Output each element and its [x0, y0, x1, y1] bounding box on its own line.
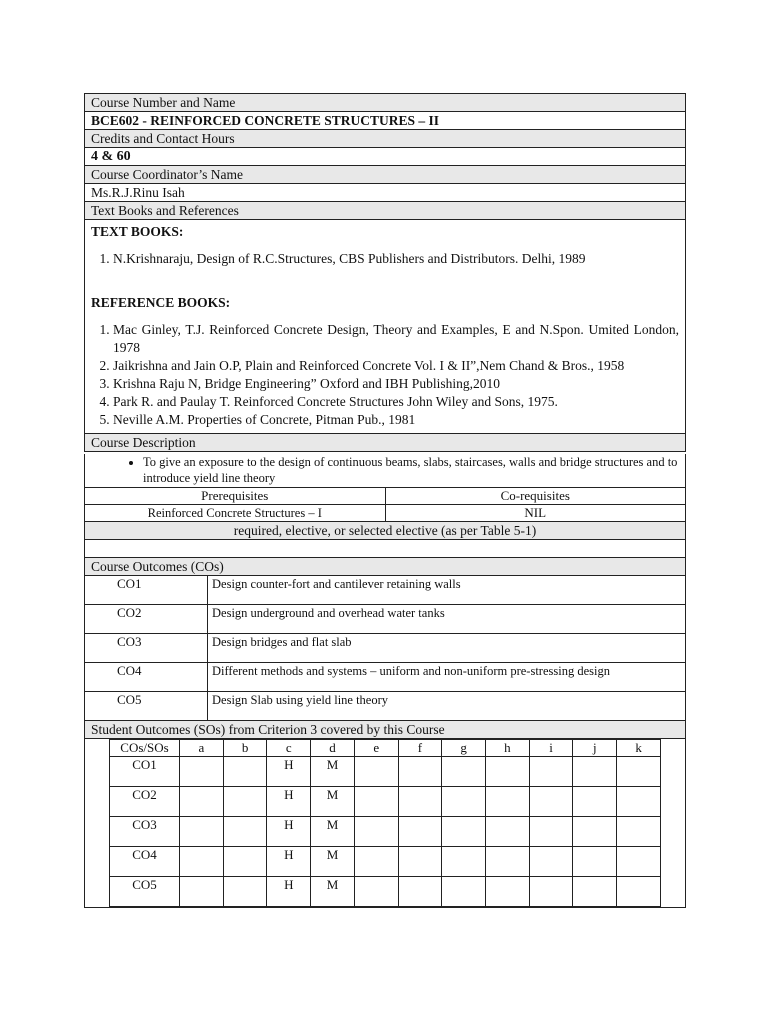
so-cell — [486, 877, 530, 907]
so-cell — [529, 847, 573, 877]
course-number-label: Course Number and Name — [84, 93, 686, 112]
so-cell — [573, 877, 617, 907]
text-books-list — [91, 250, 679, 268]
corequisites-value: NIL — [385, 505, 686, 522]
table-row — [110, 847, 661, 877]
so-cell: M — [311, 817, 355, 847]
corequisites-header: Co-requisites — [385, 488, 686, 505]
so-header-cell: i — [529, 740, 573, 757]
so-header-cell: k — [617, 740, 661, 757]
so-cell — [223, 787, 267, 817]
co-id: CO2 — [85, 605, 208, 634]
so-cell — [398, 877, 442, 907]
credits-value: 4 & 60 — [84, 148, 686, 166]
table-row — [110, 787, 661, 817]
so-header-cell: a — [180, 740, 224, 757]
so-cell — [180, 787, 224, 817]
so-cell — [617, 817, 661, 847]
so-cell — [617, 787, 661, 817]
so-cell — [617, 877, 661, 907]
so-cell — [354, 817, 398, 847]
so-header-cell: COs/SOs — [110, 740, 180, 757]
so-header-cell: f — [398, 740, 442, 757]
so-header-cell: d — [311, 740, 355, 757]
so-cell — [398, 757, 442, 787]
course-description-bullet: • To give an exposure to the design of continuous beams, slabs, staircases, walls and bridge structures and to introduce yield line theory — [143, 454, 679, 486]
so-cell — [529, 757, 573, 787]
so-cell: CO5 — [110, 877, 180, 907]
reference-book-item: 3. Krishna Raju N, Bridge Engineering” Oxford and IBH Publishing,2010 — [113, 375, 679, 393]
table-row — [110, 757, 661, 787]
table-row — [85, 576, 686, 605]
reference-book-item: 1. Mac Ginley, T.J. Reinforced Concrete Design, Theory and Examples, E and N.Spon. Umited London, 1978 — [113, 321, 679, 357]
co-id: CO4 — [85, 663, 208, 692]
so-header-cell: e — [354, 740, 398, 757]
so-cell — [180, 757, 224, 787]
so-cell — [398, 817, 442, 847]
so-cell: M — [311, 877, 355, 907]
so-cell — [354, 877, 398, 907]
so-cell — [529, 817, 573, 847]
so-cell — [617, 757, 661, 787]
so-header-cell: c — [267, 740, 311, 757]
so-cell — [529, 787, 573, 817]
so-header-cell: b — [223, 740, 267, 757]
so-cell: CO1 — [110, 757, 180, 787]
so-cell — [180, 817, 224, 847]
table-row — [85, 692, 686, 721]
course-number-value: BCE602 - REINFORCED CONCRETE STRUCTURES – II — [84, 112, 686, 130]
books-label: Text Books and References — [84, 202, 686, 220]
course-description-label: Course Description — [84, 434, 686, 452]
so-cell — [223, 817, 267, 847]
so-cell — [354, 757, 398, 787]
co-description: Design bridges and flat slab — [208, 634, 686, 663]
so-cell: H — [267, 757, 311, 787]
so-cell — [486, 847, 530, 877]
co-id: CO1 — [85, 576, 208, 605]
so-cell: H — [267, 847, 311, 877]
so-header-cell: g — [442, 740, 486, 757]
course-outcomes-table — [84, 576, 686, 721]
co-description: Different methods and systems – uniform and non-uniform pre-stressing design — [208, 663, 686, 692]
so-cell — [442, 787, 486, 817]
so-cell — [354, 787, 398, 817]
so-cell — [442, 817, 486, 847]
co-id: CO5 — [85, 692, 208, 721]
course-syllabus-sheet — [84, 93, 686, 908]
text-books-heading: TEXT BOOKS: — [91, 224, 184, 239]
so-cell: CO4 — [110, 847, 180, 877]
so-cell — [573, 787, 617, 817]
student-outcomes-wrapper — [84, 739, 686, 908]
so-cell — [442, 757, 486, 787]
credits-label: Credits and Contact Hours — [84, 130, 686, 148]
reference-book-item: 5. Neville A.M. Properties of Concrete, Pitman Pub., 1981 — [113, 411, 679, 429]
so-cell: H — [267, 787, 311, 817]
so-cell — [180, 877, 224, 907]
reference-book-item: 4. Park R. and Paulay T. Reinforced Concrete Structures John Wiley and Sons, 1975. — [113, 393, 679, 411]
co-id: CO3 — [85, 634, 208, 663]
table-row — [110, 817, 661, 847]
student-outcomes-table — [109, 739, 661, 907]
co-description: Design underground and overhead water tanks — [208, 605, 686, 634]
so-cell — [442, 847, 486, 877]
so-cell — [223, 757, 267, 787]
spacer-row — [84, 540, 686, 558]
table-row — [85, 605, 686, 634]
table-header-row — [110, 740, 661, 757]
so-cell — [617, 847, 661, 877]
so-header-cell: h — [486, 740, 530, 757]
so-cell: M — [311, 847, 355, 877]
so-cell — [180, 847, 224, 877]
coordinator-value: Ms.R.J.Rinu Isah — [84, 184, 686, 202]
so-cell — [486, 787, 530, 817]
so-cell — [223, 877, 267, 907]
co-description: Design Slab using yield line theory — [208, 692, 686, 721]
so-cell — [573, 757, 617, 787]
table-row — [110, 877, 661, 907]
so-cell — [398, 787, 442, 817]
student-outcomes-label: Student Outcomes (SOs) from Criterion 3 covered by this Course — [84, 721, 686, 739]
so-cell — [442, 877, 486, 907]
coordinator-label: Course Coordinator’s Name — [84, 166, 686, 184]
so-cell — [573, 817, 617, 847]
so-cell — [486, 757, 530, 787]
prerequisites-value: Reinforced Concrete Structures – I — [85, 505, 386, 522]
text-book-item: 1. N.Krishnaraju, Design of R.C.Structures, CBS Publishers and Distributors. Delhi, 1989 — [113, 250, 679, 268]
table-row — [85, 663, 686, 692]
course-outcomes-label: Course Outcomes (COs) — [84, 558, 686, 576]
co-description: Design counter-fort and cantilever retaining walls — [208, 576, 686, 605]
prerequisites-header: Prerequisites — [85, 488, 386, 505]
table-row — [85, 634, 686, 663]
so-cell — [354, 847, 398, 877]
reference-books-heading: REFERENCE BOOKS: — [91, 295, 231, 310]
reference-book-item: 2. Jaikrishna and Jain O.P, Plain and Reinforced Concrete Vol. I & II”,Nem Chand & Bros., 1958 — [113, 357, 679, 375]
so-cell: CO3 — [110, 817, 180, 847]
reference-books-list — [91, 321, 679, 429]
so-cell: H — [267, 877, 311, 907]
elective-note: required, elective, or selected elective (as per Table 5-1) — [84, 522, 686, 540]
so-cell — [529, 877, 573, 907]
so-cell: M — [311, 787, 355, 817]
so-cell — [486, 817, 530, 847]
so-cell — [398, 847, 442, 877]
course-description-body — [84, 454, 686, 488]
requisites-table — [84, 488, 686, 522]
books-section — [84, 220, 686, 434]
so-cell: H — [267, 817, 311, 847]
so-cell — [223, 847, 267, 877]
so-header-cell: j — [573, 740, 617, 757]
so-cell — [573, 847, 617, 877]
so-cell: M — [311, 757, 355, 787]
so-cell: CO2 — [110, 787, 180, 817]
